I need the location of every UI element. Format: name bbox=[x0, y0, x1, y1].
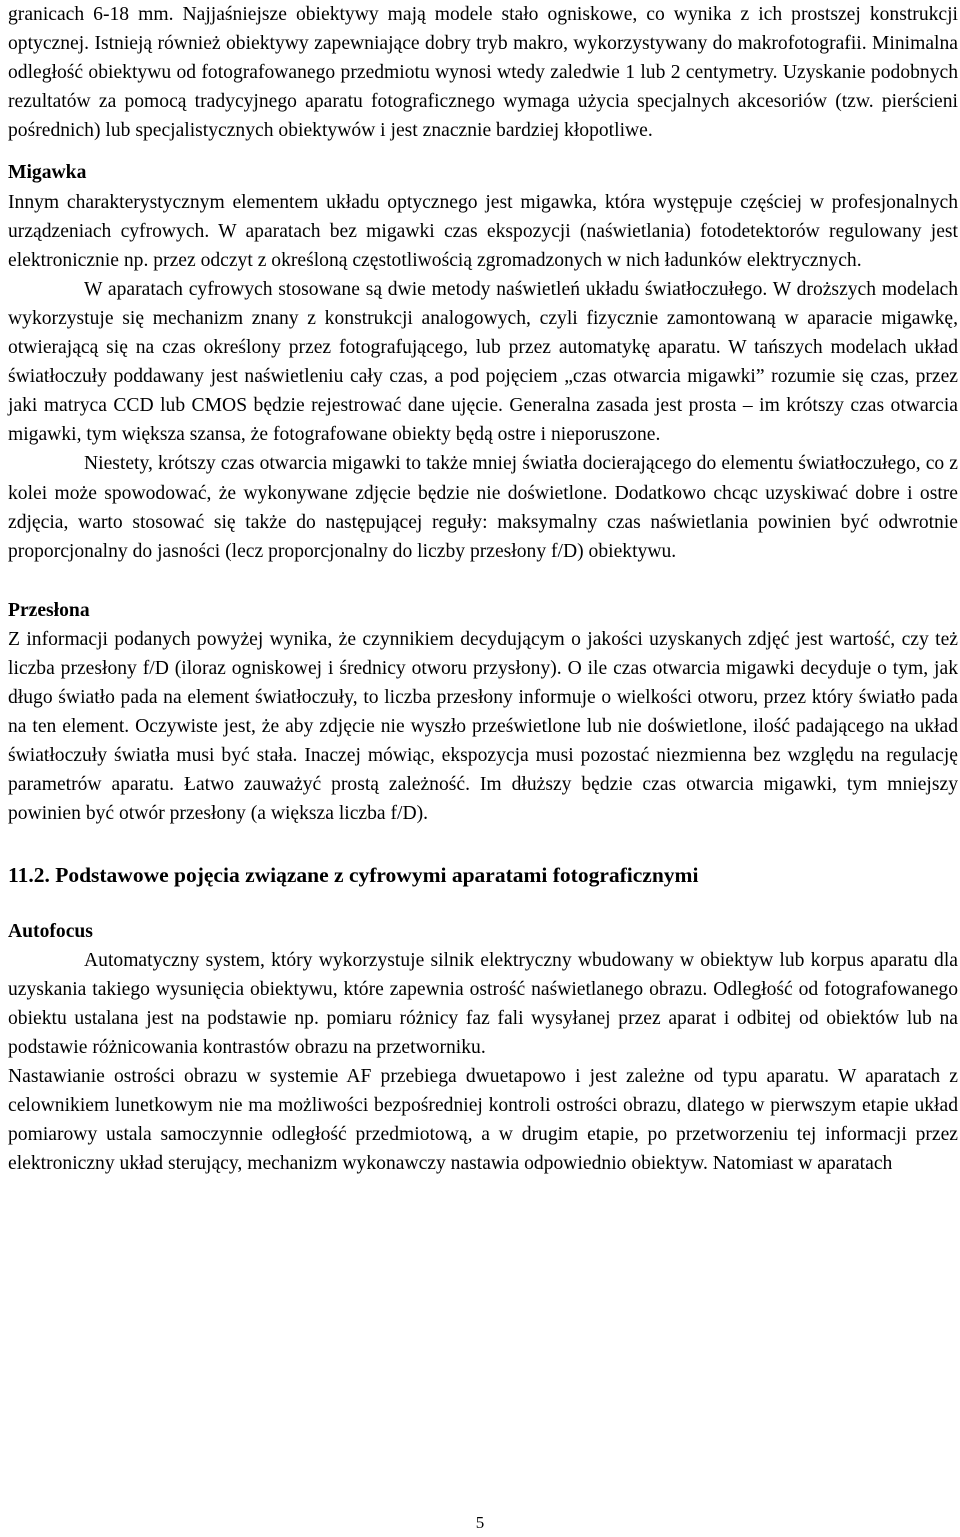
heading-autofocus: Autofocus bbox=[8, 920, 93, 942]
autofocus-paragraph-1: Automatyczny system, który wykorzystuje silnik elektryczny wbudowany w obiektyw lub korpus aparatu dla uzyskania takiego wysunięcia obiektywu, które zapewnia ostrość naświetlanego obrazu. Odległość od fotografowanego obiektu ustalana jest na podstawie np. pomiaru różnicy faz fali wysyłanej przez aparat i odbitej od obiektów lub na podstawie różnicowania kontrastów obrazu na przetworniku. bbox=[8, 949, 958, 1058]
heading-przeslona: Przesłona bbox=[8, 599, 90, 621]
migawka-paragraph-3: Niestety, krótszy czas otwarcia migawki to także mniej światła docierającego do elementu światłoczułego, co z kolei może spowodować, że wykonywane zdjęcie będzie nie doświetlone. Dodatkowo chcąc uzyskiwać dobre i ostre zdjęcia, warto stosować się także do następującej reguły: maksymalny czas naświetlania powinien być odwrotnie proporcjonalny do jasności (lecz proporcjonalny do liczby przesłony f/D) obiektywu. bbox=[8, 453, 958, 562]
intro-paragraph: granicach 6-18 mm. Najjaśniejsze obiektywy mają modele stało ogniskowe, co wynika z ich prostszej konstrukcji optycznej. Istnieją również obiektywy zapewniające dobry tryb makro, wykorzystywany do makrofotografii. Minimalna odległość obiektywu od fotografowanego przedmiotu wynosi wtedy zaledwie 1 lub 2 centymetry. Uzyskanie podobnych rezultatów za pomocą tradycyjnego aparatu fotograficznego wymaga użycia specjalnych akcesoriów (tzw. pierścieni pośrednich) lub specjalistycznych obiektywów i jest znacznie bardziej kłopotliwe. bbox=[8, 4, 958, 142]
document-page bbox=[8, 0, 958, 1178]
przeslona-paragraph: Z informacji podanych powyżej wynika, że czynnikiem decydującym o jakości uzyskanych zdjęć jest wartość, czy też liczba przesłony f/D (iloraz ogniskowej i średnicy otworu przysłony). O ile czas otwarcia migawki decyduje o tym, jak długo światło pada na element światłoczuły, to liczba przesłony informuje o wielkości otworu, przez który światło pada na ten element. Oczywiste jest, że aby zdjęcie nie wyszło prześwietlone lub nie doświetlone, ilość padającego na układ światłoczuły światła musi być stała. Inaczej mówiąc, ekspozycja musi pozostać niezmienna bez względu na regulację parametrów aparatu. Łatwo zauważyć prostą zależność. Im dłuższy będzie czas otwarcia migawki, tym mniejszy powinien być otwór przesłony (a większa liczba f/D). bbox=[8, 628, 958, 825]
migawka-paragraph-1: Innym charakterystycznym elementem układu optycznego jest migawka, która występuje częściej w profesjonalnych urządzeniach cyfrowych. W aparatach bez migawki czas ekspozycji (naświetlania) fotodetektorów regulowany jest elektronicznie np. przez odczyt z określoną częstotliwością zgromadzonych w nich ładunków elektrycznych. bbox=[8, 191, 958, 271]
heading-migawka: Migawka bbox=[8, 162, 87, 184]
page-number: 5 bbox=[475, 1513, 485, 1532]
autofocus-paragraph-2: Nastawianie ostrości obrazu w systemie AF przebiega dwuetapowo i jest zależne od typu aparatu. W aparatach z celownikiem lunetkowym nie ma możliwości bezpośredniej kontroli ostrości obrazu, dlatego w pierwszym etapie układ pomiarowy ustala samoczynnie odległość przedmiotową, a w drugim etapie, po przetworzeniu tej informacji przez elektroniczny układ sterujący, mechanizm wykonawczy nastawia odpowiednio obiektyw. Natomiast w aparatach bbox=[8, 1066, 958, 1175]
section-heading: 11.2. Podstawowe pojęcia związane z cyfrowymi aparatami fotograficznymi bbox=[8, 862, 699, 887]
migawka-paragraph-2: W aparatach cyfrowych stosowane są dwie metody naświetleń układu światłoczułego. W droższych modelach wykorzystuje się mechanizm znany z konstrukcji analogowych, czyli fizycznie zamontowaną w aparacie migawkę, otwierającą się na czas określony przez fotografującego, lub przez automatykę aparatu. W tańszych modelach układ światłoczuły poddawany jest naświetleniu cały czas, a pod pojęciem „czas otwarcia migawki” rozumie się czas, przez jaki matryca CCD lub CMOS będzie rejestrować dane ujęcie. Generalna zasada jest prosta – im krótszy czas otwarcia migawki, tym większa szansa, że fotografowane obiekty będą ostre i nieporuszone. bbox=[8, 278, 958, 446]
